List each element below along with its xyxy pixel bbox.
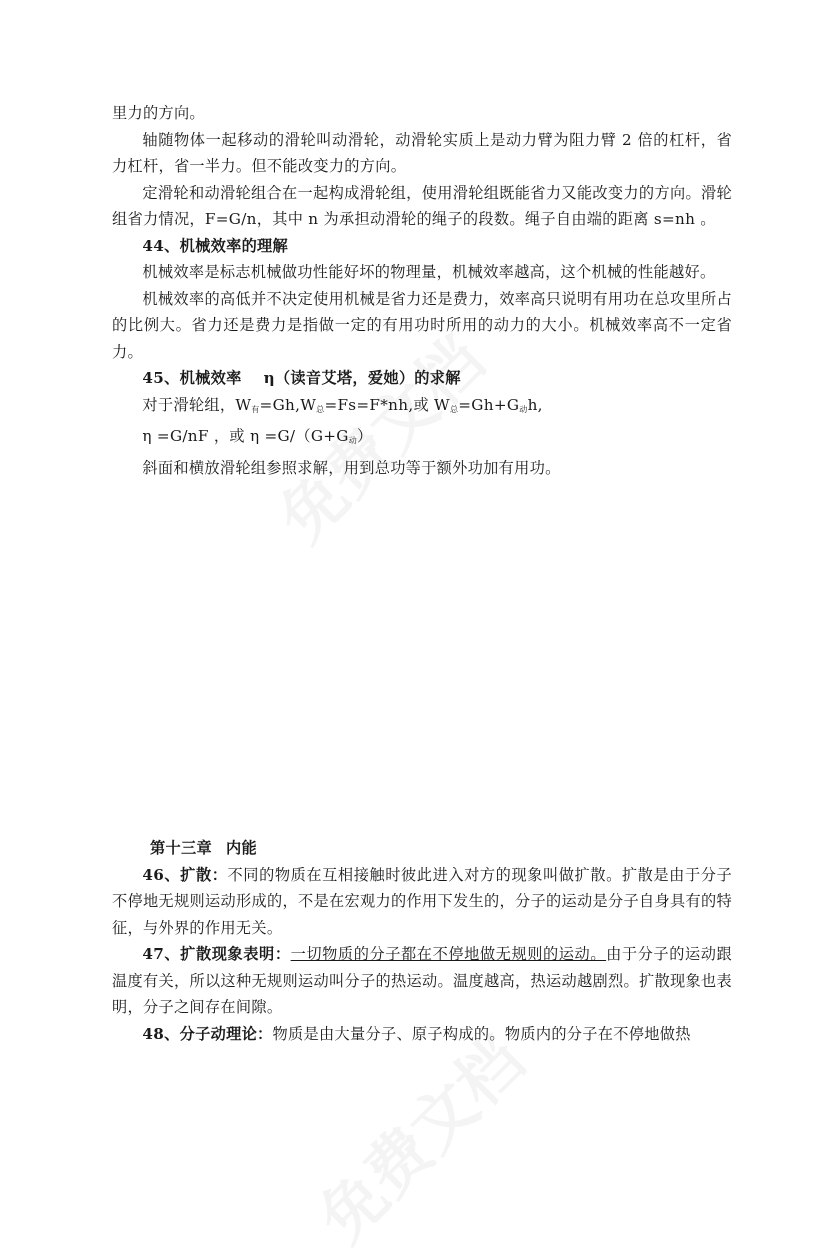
paragraph: 47、扩散现象表明：一切物质的分子都在不停地做无规则的运动。由于分子的运动跟温度有关，所以这种无规则运动叫分子的热运动。温度越高，热运动越剧烈。扩散现象也表明，分子之间存在间隙。 [112, 945, 732, 1016]
paragraph: 46、扩散：不同的物质在互相接触时彼此进入对方的现象叫做扩散。扩散是由于分子不停地无规则运动形成的，不是在宏观力的作用下发生的，分子的运动是分子自身具有的特征，与外界的作用无关。 [112, 865, 732, 937]
document-page [112, 100, 732, 1047]
paragraph: 定滑轮和动滑轮组合在一起构成滑轮组，使用滑轮组既能省力又能改变力的方向。滑轮组省力情况，F=G/n，其中 n 为承担动滑轮的绳子的段数。绳子自由端的距离 s=nh 。 [112, 183, 732, 228]
chapter-heading: 第十三章 内能 [150, 839, 257, 857]
paragraph: 轴随物体一起移动的滑轮叫动滑轮，动滑轮实质上是动力臂为阻力臂 2 倍的杠杆，省力杠杆，省一半力。但不能改变力的方向。 [112, 130, 732, 175]
section-heading: 44、机械效率的理解 [142, 236, 289, 255]
formula-line: 对于滑轮组，$W_有=Gh,W_总=Fs=F*nh$,或 $W_总=Gh+G_动h$, [142, 395, 543, 414]
paragraph: 48、分子动理论：物质是由大量分子、原子构成的。物质内的分子在不停地做热 [142, 1024, 691, 1043]
paragraph: 机械效率是标志机械做功性能好坏的物理量，机械效率越高，这个机械的性能越好。 [142, 263, 716, 281]
blank-space [112, 481, 732, 835]
paragraph: 里力的方向。 [112, 104, 205, 122]
formula-line: η =G/nF ，或 $\eta =G/(G+G_动)$ [142, 427, 373, 445]
paragraph: 斜面和横放滑轮组参照求解，用到总功等于额外功加有用功。 [142, 458, 561, 477]
section-heading: 45、机械效率 η（读音艾塔，爱她）的求解 [142, 369, 461, 387]
paragraph: 机械效率的高低并不决定使用机械是省力还是费力，效率高只说明有用功在总攻里所占的比例大。省力还是费力是指做一定的有用功时所用的动力的大小。机械效率高不一定省力。 [112, 289, 732, 361]
watermark [295, 1013, 541, 1259]
